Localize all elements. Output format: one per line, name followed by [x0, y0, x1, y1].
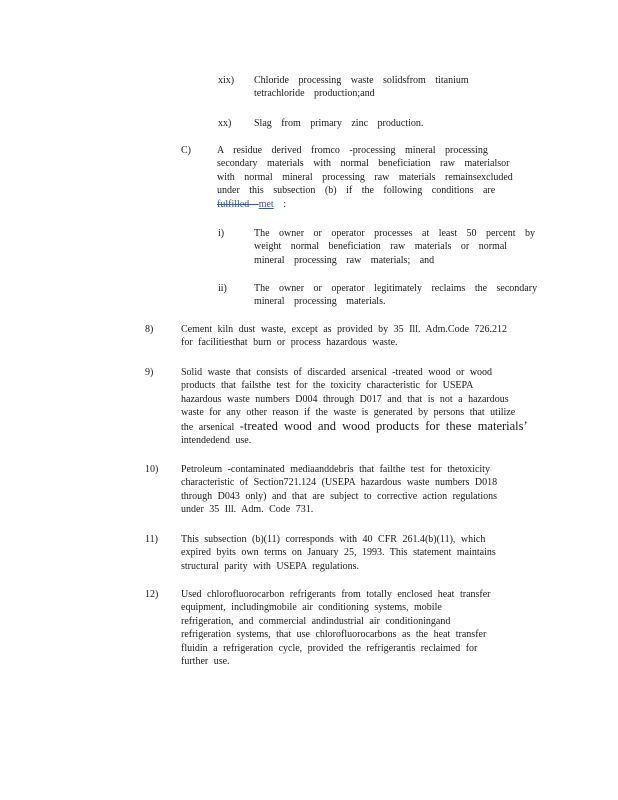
- item-10-marker: 10): [145, 464, 159, 475]
- text-line: intendedend use.: [181, 435, 252, 447]
- inserted-text: met: [258, 198, 274, 210]
- text-line: waste for any other reason if the waste is generated by persons that utilize: [181, 407, 516, 419]
- item-8-marker: 8): [145, 324, 154, 335]
- text-line: [181, 420, 528, 434]
- text-line: under this subsection (b) if the following conditions are: [217, 185, 496, 197]
- text-line: The owner or operator legitimately reclaims the secondary: [254, 283, 538, 294]
- text-line: further use.: [181, 656, 230, 668]
- text-line: The owner or operator processes at least 50 percent by: [254, 228, 535, 239]
- text-segment-large: -treated wood and wood products for these materials’: [239, 418, 528, 433]
- text-line: characteristic of Section721.124 (USEPA hazardous waste numbers D018: [181, 477, 498, 489]
- item-xx-marker: xx): [218, 118, 232, 129]
- text-line: mineral processing raw materials; and: [254, 254, 435, 266]
- text-line: structural parity with USEPA regulations.: [181, 560, 360, 572]
- text-line: Solid waste that consists of discarded arsenical -treated wood or wood: [181, 367, 493, 378]
- item-8-text: [181, 323, 507, 350]
- text-line: for facilitiesthat burn or process hazardous waste.: [181, 337, 398, 349]
- item-11-text: [181, 533, 496, 573]
- item-11-marker: 11): [145, 534, 158, 545]
- text-line: Chloride processing waste solidsfrom titanium: [254, 75, 469, 86]
- item-12-marker: 12): [145, 589, 159, 600]
- text-line: Petroleum -contaminated mediaanddebris that failthe test for thetoxicity: [181, 464, 490, 475]
- text-line: secondary materials with normal beneficiation raw materialsor: [217, 158, 510, 170]
- item-xx-text: [254, 117, 423, 130]
- item-9-text: [181, 366, 528, 447]
- text-tail: :: [273, 198, 286, 210]
- text-line: Slag from primary zinc production.: [254, 118, 424, 129]
- text-line: products that failsthe test for the toxicity characteristic for USEPA: [181, 380, 474, 392]
- text-line: hazardous waste numbers D004 through D017 and that is not a hazardous: [181, 393, 509, 405]
- item-xix-text: [254, 74, 469, 101]
- text-line: equipment, includingmobile air conditioning systems, mobile: [181, 602, 442, 614]
- text-line: Cement kiln dust waste, except as provided by 35 Ill. Adm.Code 726.212: [181, 324, 508, 335]
- text-line: refrigeration systems, that use chlorofluorocarbons as the heat transfer: [181, 629, 487, 641]
- item-c-text: [217, 144, 513, 211]
- item-10-text: [181, 463, 497, 517]
- text-line: A residue derived fromco -processing mineral processing: [217, 145, 488, 156]
- item-cii-marker: ii): [218, 283, 227, 294]
- text-line: expired byits own terms on January 25, 1993. This statement maintains: [181, 547, 496, 559]
- deleted-text: fulfilled: [217, 198, 259, 210]
- text-line: with normal mineral processing raw materials remainsexcluded: [217, 171, 513, 183]
- text-line: weight normal beneficiation raw materials or normal: [254, 241, 508, 253]
- text-line: refrigeration, and commercial andindustrial air conditioningand: [181, 615, 451, 627]
- text-line: through D043 only) and that are subject to corrective action regulations: [181, 490, 498, 502]
- item-ci-text: [254, 227, 535, 267]
- item-9-marker: 9): [145, 367, 154, 378]
- text-line: under 35 Ill. Adm. Code 731.: [181, 504, 314, 516]
- item-xix-marker: xix): [218, 75, 235, 86]
- text-line: mineral processing materials.: [254, 296, 386, 308]
- text-line: tetrachloride production;and: [254, 88, 375, 100]
- text-line: Used chlorofluorocarbon refrigerants from totally enclosed heat transfer: [181, 589, 491, 600]
- text-line: fluidin a refrigeration cycle, provided the refrigerantis reclaimed for: [181, 642, 478, 654]
- text-line-revised: [217, 198, 513, 211]
- item-c-marker: C): [181, 145, 191, 156]
- item-12-text: [181, 588, 491, 668]
- item-ci-marker: i): [218, 228, 225, 239]
- text-line: This subsection (b)(11) corresponds with 40 CFR 261.4(b)(11), which: [181, 534, 486, 545]
- text-segment: the arsenical: [181, 421, 240, 433]
- item-cii-text: [254, 282, 537, 309]
